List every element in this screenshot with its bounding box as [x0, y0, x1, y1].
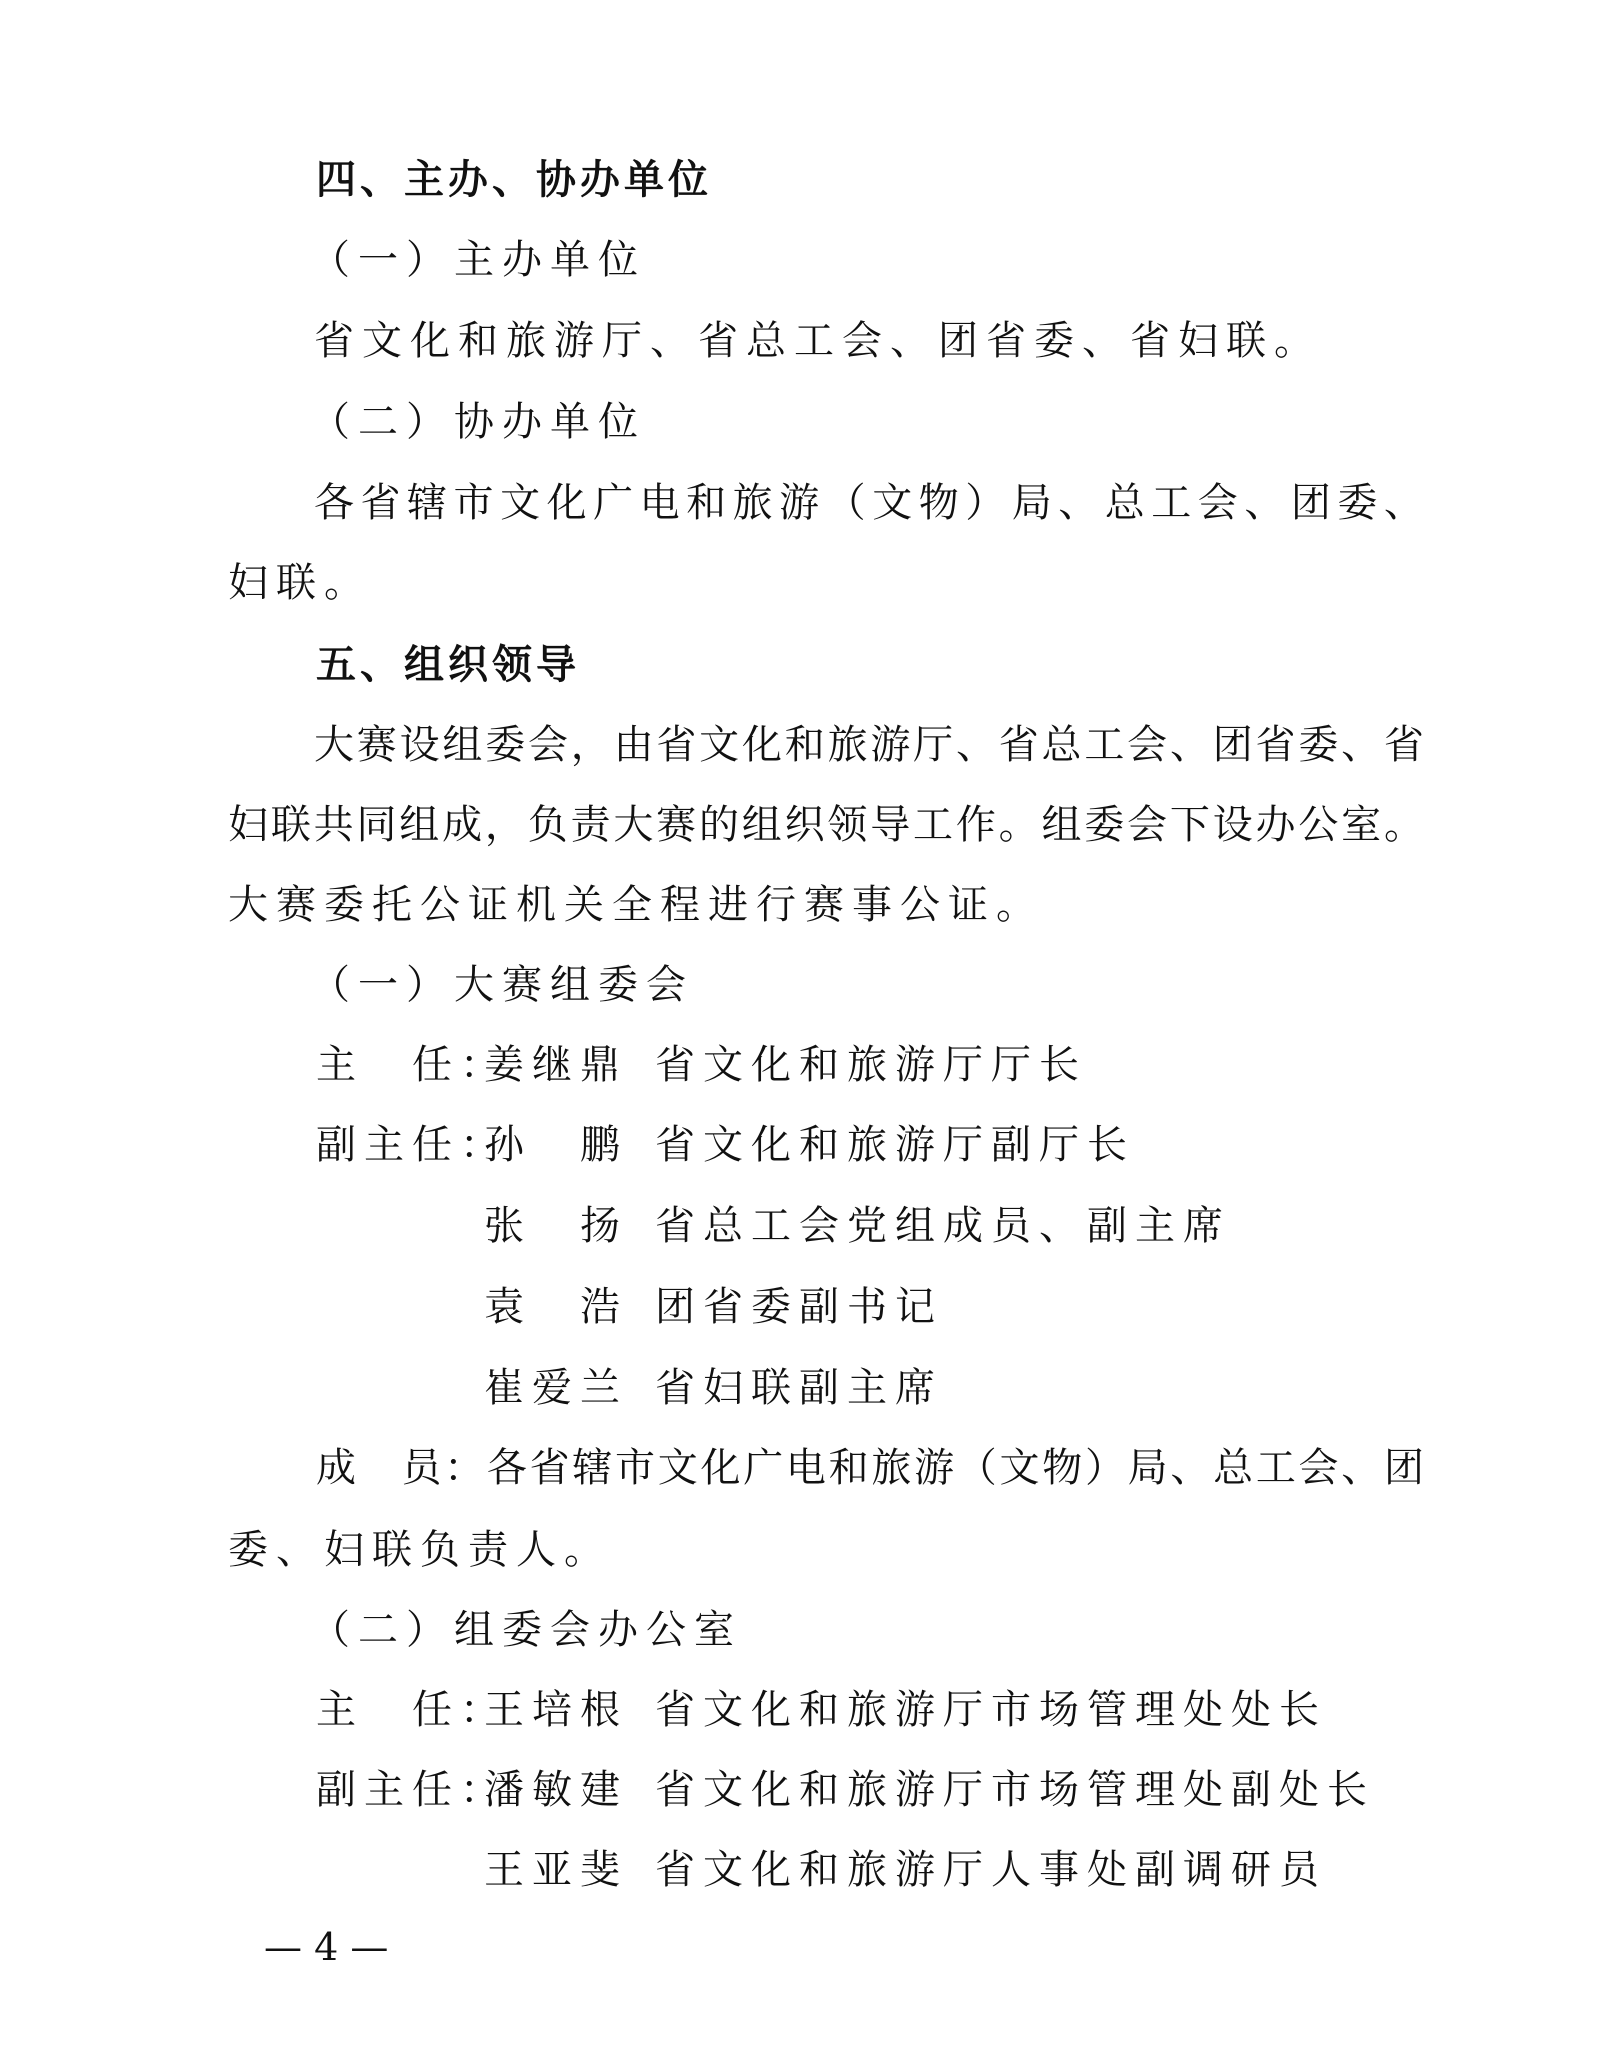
committee-deputy-role: 省妇联副主席: [655, 1365, 943, 1411]
committee-director-name: 姜继鼎: [484, 1042, 628, 1088]
committee-deputy-role: 团省委副书记: [655, 1284, 943, 1330]
committee-deputy-name: 张 扬: [484, 1203, 628, 1249]
section-heading-4: 四、主办、协办单位: [316, 157, 712, 203]
committee-members-line2: 委、妇联负责人。: [228, 1527, 612, 1573]
office-deputy-role: 省文化和旅游厅市场管理处副处长: [655, 1767, 1375, 1813]
section-heading-5: 五、组织领导: [316, 642, 580, 688]
committee-deputy-name: 孙 鹏: [484, 1122, 628, 1168]
committee-deputy-label: 副主任：: [316, 1122, 508, 1168]
committee-director-label: 主 任：: [316, 1042, 508, 1088]
organizer-text: 省文化和旅游厅、省总工会、团省委、省妇联。: [314, 318, 1322, 364]
committee-deputy-role: 省文化和旅游厅副厅长: [655, 1122, 1135, 1168]
subsection-title-organizer: （一）主办单位: [310, 237, 646, 283]
committee-director-role: 省文化和旅游厅厅长: [655, 1042, 1087, 1088]
office-deputy-role: 省文化和旅游厅人事处副调研员: [655, 1847, 1327, 1893]
office-deputy-label: 副主任：: [316, 1767, 508, 1813]
leadership-paragraph-line1: 大 赛 设 组 委 会 ， 由 省 文 化 和 旅 游 厅 、 省 总 工 会 、 团 省 委 、 省: [314, 722, 1424, 768]
office-director-role: 省文化和旅游厅市场管理处处长: [655, 1687, 1327, 1733]
office-deputy-name: 潘敏建: [484, 1767, 628, 1813]
subsection-title-committee: （一）大赛组委会: [310, 962, 694, 1008]
committee-deputy-name: 崔爱兰: [484, 1365, 628, 1411]
subsection-title-co-organizer: （二）协办单位: [310, 399, 646, 445]
subsection-title-office: （二）组委会办公室: [310, 1607, 742, 1653]
office-director-name: 王培根: [484, 1687, 628, 1733]
office-deputy-name: 王亚斐: [484, 1847, 628, 1893]
co-organizer-text-line1: 各 省 辖 市 文 化 广 电 和 旅 游 （ 文 物 ） 局 、 总 工 会 、 团 委 、: [314, 480, 1424, 526]
leadership-paragraph-line3: 大赛委托公证机关全程进行赛事公证。: [228, 882, 1044, 928]
office-director-label: 主 任：: [316, 1687, 508, 1733]
co-organizer-text-line2: 妇联。: [228, 560, 372, 606]
page-number: — 4 —: [264, 1925, 389, 1969]
committee-deputy-name: 袁 浩: [484, 1284, 628, 1330]
leadership-paragraph-line2: 妇 联 共 同 组 成 ， 负 责 大 赛 的 组 织 领 导 工 作 。 组 委 会 下 设 办 公 室 。: [228, 802, 1424, 848]
committee-deputy-role: 省总工会党组成员、副主席: [655, 1203, 1231, 1249]
committee-members-line1: 成 员 ： 各 省 辖 市 文 化 广 电 和 旅 游 （ 文 物 ） 局 、 总 工 会 、 团: [316, 1445, 1424, 1491]
